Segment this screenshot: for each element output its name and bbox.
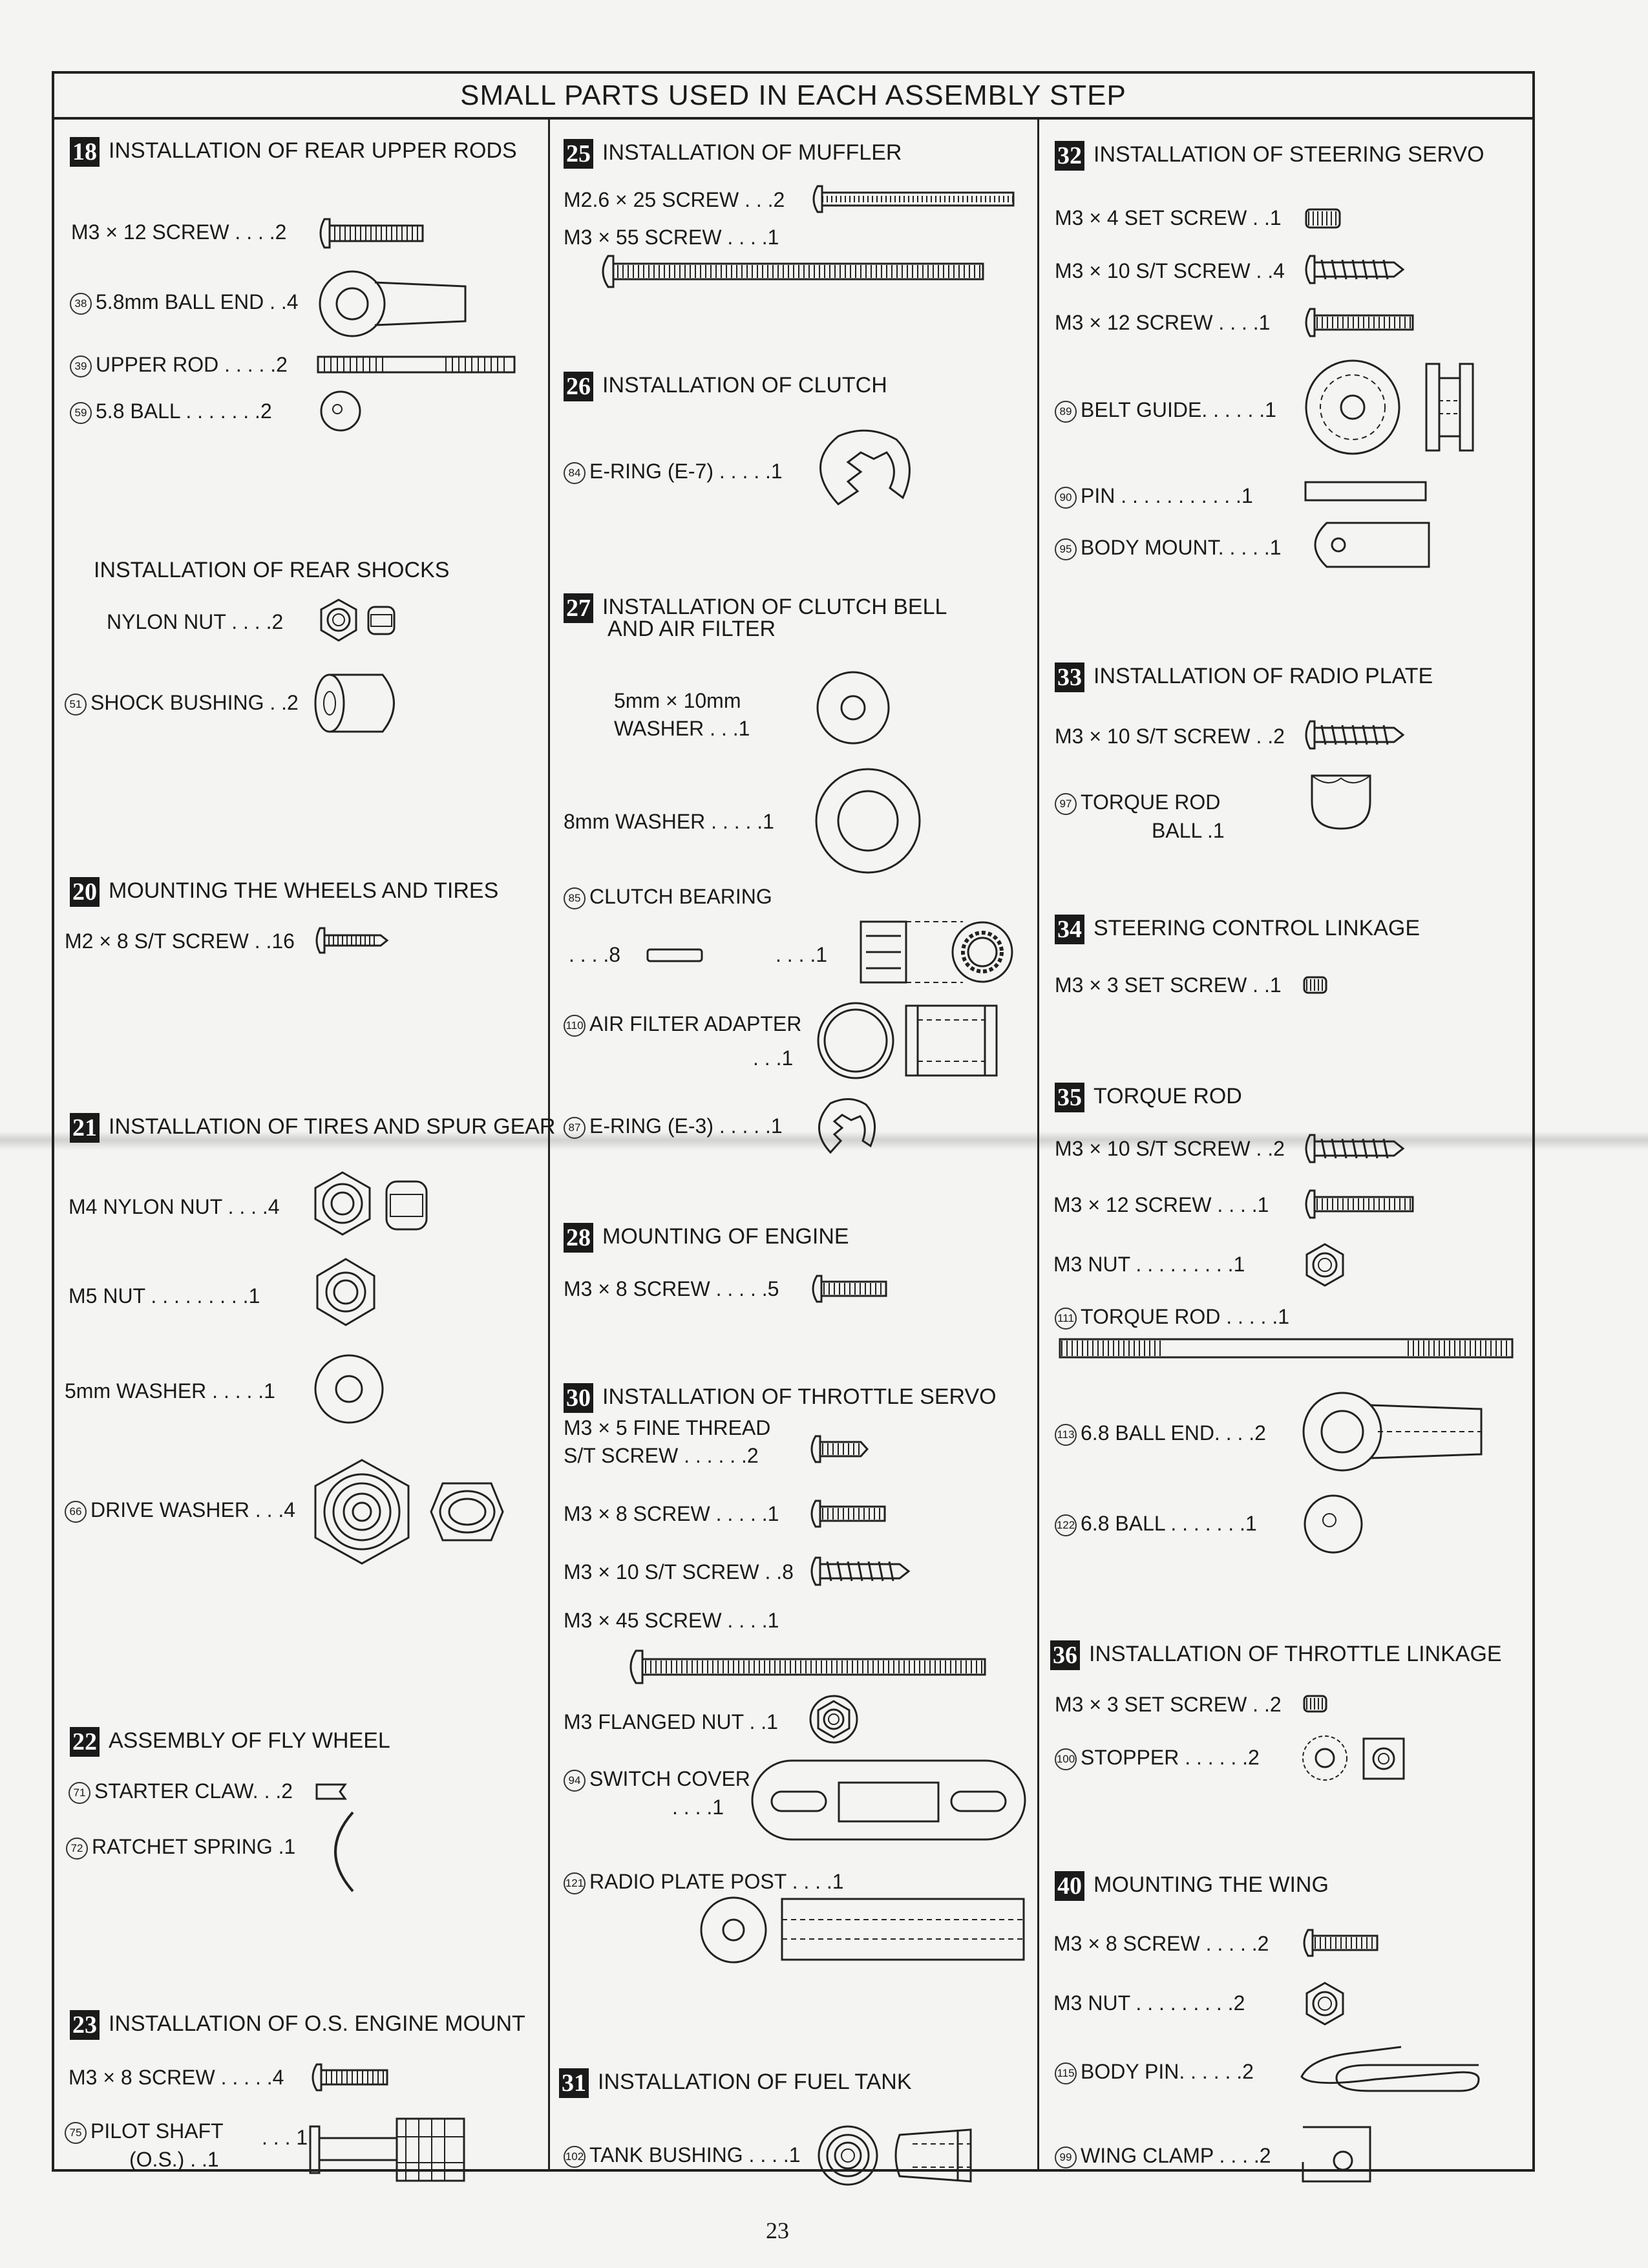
part-m3x5-fine-thread-qty: S/T SCREW . . . . . .2 [564,1444,759,1467]
step-number: 21 [70,1113,100,1143]
m4-nylon-nut-icon [310,1170,433,1241]
screw-icon [1300,1927,1380,1958]
part-m3x3-set-screw: M3 × 3 SET SCREW . .1 [1055,973,1282,997]
part-m3-flanged-nut: M3 FLANGED NUT . .1 [564,1710,778,1733]
part-m3x8-screw-eng: M3 × 8 SCREW . . . . .5 [564,1277,779,1300]
step-title: INSTALLATION OF TIRES AND SPUR GEAR [109,1114,556,1139]
part-m3x12-screw-str: M3 × 12 SCREW . . . .1 [1055,311,1271,334]
part-m3x4-set-screw: M3 × 4 SET SCREW . .1 [1055,206,1282,229]
long-screw-icon [626,1648,988,1686]
ball-icon [1302,1493,1364,1555]
part-body-mount: 95 BODY MOUNT. . . . .1 [1055,535,1282,560]
part-air-filter-adapter: 110 AIR FILTER ADAPTER [564,1012,801,1037]
st-screw-icon [808,1555,911,1587]
step-27-heading-line2: AND AIR FILTER [607,617,776,641]
step-20-heading [70,877,498,907]
part-e-ring-e3: 87 E-RING (E-3) . . . . .1 [564,1114,783,1139]
set-screw-icon [1304,207,1343,230]
step-number: 27 [564,593,593,623]
part-radio-plate-post: 121 RADIO PLATE POST . . . .1 [564,1869,844,1894]
part-m3x3-set-screw-tl: M3 × 3 SET SCREW . .2 [1055,1693,1282,1716]
step-title: INSTALLATION OF FUEL TANK [598,2069,912,2094]
part-m3-nut-tr: M3 NUT . . . . . . . . .1 [1053,1253,1245,1276]
part-m3x8-screw: M3 × 8 SCREW . . . . .4 [69,2066,284,2089]
part-pilot-shaft-qty-b: . . . 1 [262,2126,308,2149]
part-e-ring-e7: 84 E-RING (E-7) . . . . .1 [564,459,783,484]
column-divider-left [548,120,550,2172]
radio-plate-post-icon [698,1894,1028,1966]
st-screw-icon [1302,719,1406,751]
part-m3x12-screw-tr: M3 × 12 SCREW . . . .1 [1053,1193,1269,1216]
screw-icon [315,215,425,251]
step-number: 22 [70,1727,100,1757]
step-number: 34 [1055,915,1084,944]
step-title: MOUNTING OF ENGINE [602,1224,849,1249]
st-screw-icon [1302,1132,1406,1165]
part-body-pin: 115 BODY PIN. . . . . .2 [1055,2059,1254,2084]
wing-clamp-icon [1299,2123,1377,2185]
step-number: 30 [564,1383,593,1413]
part-m3-nut-wing: M3 NUT . . . . . . . . .2 [1053,1991,1245,2015]
part-air-filter-adapter-qty: . . .1 [753,1046,794,1070]
step-23-heading [70,2010,525,2040]
part-m5-nut: M5 NUT . . . . . . . . .1 [69,1284,260,1308]
part-upper-rod: 39 UPPER ROD . . . . .2 [70,352,288,377]
body-mount-icon [1302,520,1431,569]
e-ring-icon [809,427,925,517]
step-26-heading [564,372,887,401]
page-title: SMALL PARTS USED IN EACH ASSEMBLY STEP [52,71,1535,120]
starter-claw-icon [315,1782,348,1801]
washer-icon [313,1353,385,1425]
long-screw-icon [598,253,986,290]
part-drive-washer: 66 DRIVE WASHER . . .4 [65,1498,295,1523]
screw-icon [309,2062,390,2093]
part-m3x10-st-screw-tr: M3 × 10 S/T SCREW . .2 [1055,1137,1285,1160]
part-clutch-bearing-qty-a: . . . .8 [569,943,621,966]
air-filter-adapter-icon [816,1001,1003,1085]
step-title: INSTALLATION OF O.S. ENGINE MOUNT [109,2011,525,2036]
step-22-heading [70,1727,390,1757]
page-number: 23 [766,2218,789,2243]
part-6-8-ball: 122 6.8 BALL . . . . . . .1 [1055,1511,1257,1536]
step-31-heading [559,2068,912,2098]
switch-cover-icon [750,1758,1028,1842]
step-title: INSTALLATION OF REAR SHOCKS [94,558,450,582]
part-m2-6x25-screw: M2.6 × 25 SCREW . . .2 [564,188,785,211]
torque-rod-ball-icon [1299,769,1383,834]
screw-icon [810,184,1017,215]
step-32-heading [1055,141,1484,171]
step-title: STEERING CONTROL LINKAGE [1093,915,1421,940]
belt-guide-icon [1302,359,1477,456]
ball-icon [319,390,362,432]
step-title: INSTALLATION OF THROTTLE SERVO [602,1384,997,1409]
ratchet-spring-icon [327,1810,359,1894]
part-belt-guide: 89 BELT GUIDE. . . . . .1 [1055,397,1276,423]
screw-icon [808,1498,888,1529]
part-shock-bushing: 51 SHOCK BUSHING . .2 [65,690,299,715]
step-title: MOUNTING THE WING [1093,1872,1329,1897]
ball-end-icon [1300,1390,1488,1474]
part-pilot-shaft: 75 PILOT SHAFT [65,2119,224,2144]
part-5-8-ball: 59 5.8 BALL . . . . . . .2 [70,399,272,424]
part-torque-rod-ball: 97 TORQUE ROD [1055,790,1220,815]
step-18-heading [70,137,517,167]
stopper-icon [1299,1732,1409,1784]
e-ring-icon [811,1096,882,1160]
step-number: 36 [1050,1640,1080,1670]
part-starter-claw: 71 STARTER CLAW. . .2 [69,1779,293,1804]
part-m3x12-screw: M3 × 12 SCREW . . . .2 [71,220,287,244]
upper-rod-icon [317,354,517,375]
part-torque-rod: 111 TORQUE ROD . . . . .1 [1055,1304,1289,1330]
step-title: INSTALLATION OF CLUTCH BELL [602,594,947,619]
step-25-heading [564,139,902,169]
step-title: INSTALLATION OF MUFFLER [602,140,902,165]
step-number: 20 [70,877,100,907]
step-28-heading [564,1223,849,1253]
part-m3x10-st-screw-rp: M3 × 10 S/T SCREW . .2 [1055,725,1285,748]
part-m4-nylon-nut: M4 NYLON NUT . . . .4 [69,1195,280,1218]
part-m3x55-screw: M3 × 55 SCREW . . . .1 [564,226,779,249]
step-35-heading [1055,1083,1242,1112]
part-m2x8-st-screw: M2 × 8 S/T SCREW . .16 [65,929,295,953]
part-torque-rod-ball-qty: BALL .1 [1152,819,1225,842]
part-m3x8-screw-thr: M3 × 8 SCREW . . . . .1 [564,1502,779,1525]
part-stopper: 100 STOPPER . . . . . .2 [1055,1745,1260,1770]
step-number: 25 [564,139,593,169]
step-40-heading [1055,1871,1329,1901]
part-5mm-x-10mm-washer: 5mm × 10mm [614,689,741,712]
step-title: ASSEMBLY OF FLY WHEEL [109,1728,390,1753]
step-34-heading [1055,915,1420,944]
washer-icon [814,669,892,747]
part-pin: 90 PIN . . . . . . . . . . .1 [1055,483,1253,509]
flanged-nut-icon [808,1693,860,1745]
washer-icon [813,766,923,876]
nut-icon [1302,1242,1347,1288]
st-screw-icon [313,926,391,955]
part-m3x8-screw-wing: M3 × 8 SCREW . . . . .2 [1053,1932,1269,1955]
drive-washer-icon [310,1457,504,1567]
part-clutch-bearing-qty-b: . . . .1 [776,943,828,966]
part-ratchet-spring: 72 RATCHET SPRING .1 [66,1834,295,1860]
step-number: 23 [70,2010,100,2040]
part-m3x10-st-screw-str: M3 × 10 S/T SCREW . .4 [1055,259,1285,282]
step-number: 31 [559,2068,589,2098]
step-number: 26 [564,372,593,401]
st-screw-icon [808,1434,870,1465]
part-clutch-bearing: 85 CLUTCH BEARING [564,884,772,909]
step-number: 40 [1055,1871,1084,1901]
torque-rod-icon [1059,1337,1515,1360]
needle-roller-icon [646,947,704,964]
body-pin-icon [1298,2039,1485,2104]
part-tank-bushing: 102 TANK BUSHING . . . .1 [564,2143,801,2168]
nut-icon [1302,1981,1347,2026]
step-number: 28 [564,1223,593,1253]
step-number: 35 [1055,1083,1084,1112]
screw-icon [1302,306,1416,339]
screw-icon [809,1273,889,1304]
part-5mm-washer: 5mm WASHER . . . . .1 [65,1379,275,1403]
clutch-bearing-icon [860,917,1015,988]
set-screw-icon [1302,1693,1328,1714]
nylon-nut-icon [318,598,402,643]
column-divider-right [1037,120,1039,2172]
part-m3x10-st-screw-thr: M3 × 10 S/T SCREW . .8 [564,1560,794,1584]
step-21-heading [70,1113,555,1143]
step-30-heading [564,1383,997,1413]
pilot-shaft-icon [309,2114,483,2185]
step-number: 18 [70,137,100,167]
part-m3x5-fine-thread: M3 × 5 FINE THREAD [564,1416,771,1439]
step-title: INSTALLATION OF THROTTLE LINKAGE [1089,1641,1502,1666]
part-pilot-shaft-qty: (O.S.) . .1 [129,2148,219,2171]
step-title: INSTALLATION OF STEERING SERVO [1093,142,1484,167]
screw-icon [1302,1188,1416,1220]
pin-icon [1304,480,1428,503]
part-wing-clamp: 99 WING CLAMP . . . .2 [1055,2143,1271,2168]
part-5mm-x-10mm-washer-qty: WASHER . . .1 [614,717,750,740]
step-number: 33 [1055,662,1084,692]
part-5-8mm-ball-end: 38 5.8mm BALL END . .4 [70,290,299,315]
set-screw-icon [1302,975,1328,995]
shock-bushing-icon [312,671,408,736]
ball-end-icon [317,268,472,339]
step-title: TORQUE ROD [1093,1083,1242,1108]
tank-bushing-icon [816,2123,984,2188]
step-36-heading [1050,1640,1502,1670]
step-title: INSTALLATION OF CLUTCH [602,372,887,397]
part-switch-cover: 94 SWITCH COVER [564,1766,750,1792]
step-33-heading [1055,662,1433,692]
part-nylon-nut: NYLON NUT . . . .2 [107,610,284,633]
part-8mm-washer: 8mm WASHER . . . . .1 [564,810,774,833]
m5-nut-icon [310,1256,381,1328]
step-number: 32 [1055,141,1084,171]
part-m3x45-screw: M3 × 45 SCREW . . . .1 [564,1609,779,1632]
part-switch-cover-qty: . . . .1 [672,1796,724,1819]
step-title: MOUNTING THE WHEELS AND TIRES [109,878,499,903]
step-19-heading [94,557,449,583]
step-title: INSTALLATION OF RADIO PLATE [1093,663,1433,688]
st-screw-icon [1302,253,1406,286]
step-title: INSTALLATION OF REAR UPPER RODS [109,138,517,163]
part-6-8-ball-end: 113 6.8 BALL END. . . .2 [1055,1421,1266,1446]
